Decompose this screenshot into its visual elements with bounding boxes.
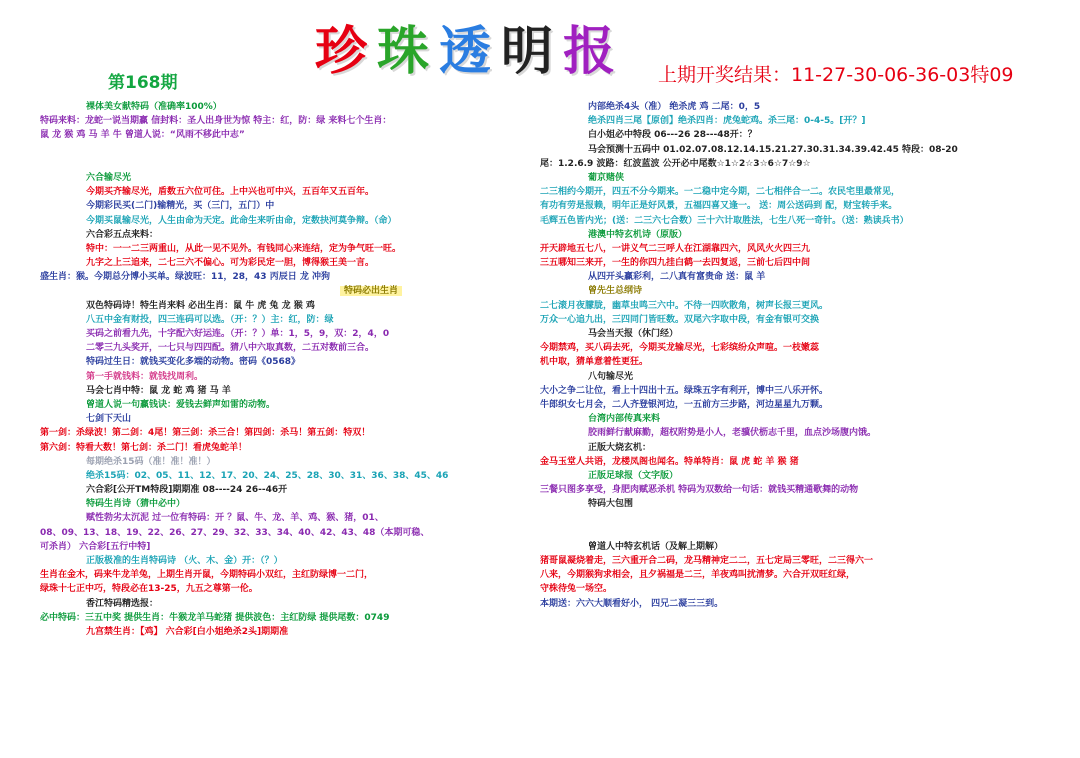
text-line [40, 384, 510, 398]
text-line [40, 597, 510, 611]
line-text: 特码生肖诗（猜中必中） [86, 499, 186, 510]
text-line [540, 284, 1070, 298]
text-line [40, 412, 510, 426]
line-text: 葡京赌侠 [588, 172, 625, 183]
text-line [40, 199, 510, 213]
text-line [40, 341, 510, 355]
line-text: 大小之争二让位，看上十四出十五。绿珠五字有利开，博中三八乐开怀。 [540, 385, 829, 396]
line-text: 九宫禁生肖：【鸡】 六合彩[白小姐绝杀2头]期期准 [86, 626, 289, 637]
text-line [540, 469, 1070, 483]
text-line [540, 214, 1070, 228]
line-text: 曾道人说一句赢钱诀：爱钱去鲜声如雷的动物。 [86, 399, 276, 410]
text-line [40, 426, 510, 440]
line-text: 特码必出生肖 [340, 286, 402, 296]
text-line [40, 313, 510, 327]
text-line [40, 568, 510, 582]
text-line [40, 511, 510, 525]
line-text: 开天辟地五七八，一讲义气二三呼人在江湖靠四六，风风火火四三九 [540, 243, 811, 254]
text-line [540, 185, 1070, 199]
line-text: 正版足球报（文字版） [588, 470, 679, 481]
line-text: 香江特码精选报： [86, 598, 159, 609]
text-line [40, 582, 510, 596]
text-line [40, 128, 510, 142]
text-line [40, 256, 510, 270]
spacer [540, 511, 1070, 525]
line-text: 马会当天报（休门经） [588, 329, 679, 339]
last-draw-result: 上期开奖结果：11-27-30-06-36-03特09 [658, 64, 1014, 86]
line-text: 守株待兔一场空。 [540, 584, 613, 595]
text-line [40, 398, 510, 412]
text-line [540, 540, 1070, 554]
text-line [540, 256, 1070, 270]
line-text: 牛郎织女七月会，二人齐登银河边，一五前方三步路，河边星星九万颗。 [540, 399, 829, 410]
line-text: 曾先生总纲诗 [588, 286, 643, 297]
text-line [540, 270, 1070, 284]
line-text: 双色特码诗！特生肖来料 必出生肖：鼠 牛 虎 兔 龙 猴 鸡 [86, 300, 315, 311]
text-line [40, 611, 510, 625]
text-line [540, 426, 1070, 440]
line-text: 正版极准的生肖特码诗 （火、木、金）开：（？） [86, 556, 283, 566]
spacer [540, 526, 1070, 540]
line-text: 六合彩五点来料： [86, 229, 159, 240]
text-line [540, 114, 1070, 128]
line-text: 马会预测十五码中 01.02.07.08.12.14.15.21.27.30.31.34.39.42.45 特段：08-20 [588, 144, 958, 155]
title-char: 报 [563, 21, 616, 82]
text-line [540, 341, 1070, 355]
text-line [40, 483, 510, 497]
line-text: 必中特码：三五中奖 提供生肖：牛猴龙羊马蛇猪 提供波色：主红防绿 提供尾数：0749 [40, 612, 390, 623]
text-line [40, 540, 510, 554]
line-text: 九字之上三追来，二七三六不偏心。可为彩民定一胆，博得猴王美一言。 [86, 258, 375, 269]
line-text: 尾：1.2.6.9 波路：红波蓝波 公开必中尾数☆1☆2☆3☆6☆7☆9☆ [540, 158, 811, 169]
text-line [540, 242, 1070, 256]
line-text: 毛辉五色皆内光；(送：二三六七合数）三十六计取胜法，七生八死一奇针。（送：熟读兵书） [540, 215, 909, 226]
title-char: 明 [501, 21, 554, 82]
line-text: 有功有劳是报赖，明年正是好风景，五福四喜又逢一。 送：周公送码到 配，财宝转手来。 [540, 201, 898, 212]
line-text: 本期送：六六大顺看好小， 四兄二凝三三到。 [540, 598, 724, 609]
line-text: 台湾内部传真来料 [588, 414, 661, 425]
line-text: 白小姐必中特段 06---26 28---48开：？ [588, 130, 757, 141]
text-line [540, 327, 1070, 341]
text-line [40, 554, 510, 568]
text-line [540, 157, 1070, 171]
text-line [540, 299, 1070, 313]
text-line [40, 370, 510, 384]
line-text: 猪哥鼠凝烧着走，三六重开合二码，龙马精神定二二，五七定局三零旺，二三得六一 [540, 556, 874, 566]
text-line [40, 228, 510, 242]
text-line [40, 526, 510, 540]
text-line [540, 370, 1070, 384]
text-line [40, 469, 510, 483]
line-text: 买码之前看九先，十字配六好运连。（开：？）单：1，5，9，双：2，4，0 [86, 329, 390, 339]
line-text: 绿珠十七正中巧，特段必在13-25，九五之尊第一伦。 [40, 584, 258, 595]
line-text: 金马玉堂人共语，龙楼凤阁也闻名。特单特肖：鼠 虎 蛇 羊 猴 猪 [540, 456, 799, 467]
line-text: 内部绝杀4头（准） 绝杀虎 鸡 二尾：0，5 [588, 102, 761, 112]
line-text: 特码大包围 [588, 499, 634, 510]
text-line [540, 384, 1070, 398]
title-char: 珠 [377, 21, 430, 82]
text-line [40, 455, 510, 469]
title-char: 透 [439, 21, 492, 82]
line-text: 绝杀15码：02、05、11、12、17、20、24、25、28、30、31、36、38、45、46 [86, 470, 449, 481]
line-text: 正版大烧玄机： [588, 442, 652, 453]
line-text: 六合输尽光 [86, 172, 132, 183]
line-text: 八五中金有财投，四三连码可以选。（开：？）主：红，防：绿 [86, 314, 334, 325]
line-text: 今期买鼠输尽光，人生由命为天定。此命生来听由命，定数抉河莫争辩。（命） [86, 215, 397, 226]
line-text: 从四开头赢彩利，二八真有富贵命 送：鼠 羊 [588, 272, 766, 283]
text-line [540, 228, 1070, 242]
line-text: 万众一心追九出，三四同门皆旺数。双尾六字取中段，有金有银可交换 [540, 314, 820, 325]
left-column [40, 100, 510, 639]
line-text: 三餐只图多享受，身肥肉赋恶杀机 特码为双数给一句话：就钱买精通歌舞的动物 [540, 485, 859, 496]
line-text: 八句输尽光 [588, 371, 634, 382]
line-text: 第六剑：特看大数！第七剑：杀二门！看虎兔蛇羊！ [40, 442, 248, 453]
text-line [40, 185, 510, 199]
text-line [40, 284, 510, 298]
text-line [540, 568, 1070, 582]
line-text: 第一手就钱料：就钱找周利。 [86, 371, 204, 382]
issue-number: 第168期 [108, 73, 178, 93]
line-text: 可杀肖） 六合彩[五行中特] [40, 541, 151, 552]
text-line [540, 483, 1070, 497]
line-text: 二七滚月夜朦胧，幽草虫鸣三六中。不待一四吹散角，树声长报三更风。 [540, 300, 829, 311]
line-text: 特码过生日：就钱买变化多端的动物。密码《0568》 [86, 357, 301, 368]
line-text: 鼠 龙 猴 鸡 马 羊 牛 曾道人说：“风雨不移此中志” [40, 130, 245, 141]
line-text: 裸体美女献特码（准确率100%） [86, 102, 222, 112]
line-text: 特码来料：龙蛇一说当期赢 信封料：圣人出身世为惊 特主：红，防：绿 来料七个生肖： [40, 116, 392, 127]
line-text: 绝杀四肖三尾【原创】绝杀四肖：虎兔蛇鸡。杀三尾：0-4-5。[开？] [588, 116, 866, 127]
line-text: 赋性勃劣太沉泥 过一位有特码：开 ？鼠、牛、龙、羊、鸡、猴、猪，01、 [86, 513, 384, 524]
line-text: 曾道人中特玄机话（及解上期解） [588, 541, 724, 552]
text-line [40, 100, 510, 114]
line-text: 八来，今期猴狗求相会，且夕祸福是二三，羊夜鸡叫扰清梦。六合开双旺红绿， [540, 570, 856, 581]
newspaper-title [315, 22, 625, 82]
text-line [540, 455, 1070, 469]
text-line [540, 199, 1070, 213]
text-line [540, 441, 1070, 455]
line-text: 三五哪知三来开，一生的你四九挂白鹤一去四复返，三前七后四中间 [540, 258, 811, 269]
text-line [540, 355, 1070, 369]
text-line [540, 100, 1070, 114]
text-line [40, 625, 510, 639]
line-text: 今期买齐输尽光，盾数五六位可住。上中兴也可中兴，五百年又五百年。 [86, 187, 375, 198]
text-line [40, 270, 510, 284]
line-text: 港澳中特玄机诗（原版） [588, 229, 688, 240]
line-text: 马会七肖中特：鼠 龙 蛇 鸡 猪 马 羊 [86, 385, 231, 396]
line-text: 七剑下天山 [86, 414, 132, 425]
text-line [540, 582, 1070, 596]
line-text: 生肖在金木，码来牛龙羊兔，上期生肖开鼠，今期特码小双红，主红防绿博一二门， [40, 570, 374, 581]
line-text: 二三相约今期开，四五不分今期来。一二稳中定今期，二七相伴合一二。农民宅里最常见， [540, 187, 901, 198]
line-text: 每期绝杀15码（准！准！准！） [86, 456, 216, 467]
text-line [40, 242, 510, 256]
text-line [40, 327, 510, 341]
text-line [40, 114, 510, 128]
text-line [540, 128, 1070, 142]
text-line [40, 441, 510, 455]
text-line [40, 214, 510, 228]
line-text: 六合彩[公开TM特段]期期准 08----24 26--46开 [86, 485, 288, 496]
text-line [40, 299, 510, 313]
line-text: 今期禁鸡，买八码去死，今期买龙输尽光，七彩缤纷众声喧。一枝嫩蕊 [540, 343, 820, 354]
text-line [540, 398, 1070, 412]
line-text: 第一剑：杀绿波！第二剑：4尾！第三剑：杀三合！第四剑：杀马！第五剑：特双！ [40, 428, 371, 439]
text-line [40, 497, 510, 511]
text-line [540, 143, 1070, 157]
line-text: 二零三九头奖开，一七只与四四配。猜八中六取真数，二五对数前三合。 [86, 343, 375, 354]
title-char: 珍 [315, 21, 368, 82]
text-line [540, 597, 1070, 611]
text-line [540, 497, 1070, 511]
spacer [40, 143, 510, 157]
spacer [40, 157, 510, 171]
right-column [540, 100, 1070, 611]
text-line [540, 313, 1070, 327]
line-text: 特中：一一二三两重山，从此一见不见外。有钱同心来连结，定为争气旺一旺。 [86, 243, 402, 254]
text-line [40, 355, 510, 369]
text-line [40, 171, 510, 185]
text-line [540, 171, 1070, 185]
text-line [540, 412, 1070, 426]
line-text: 机中取，猜单意着性更狂。 [540, 357, 649, 368]
line-text: 08、09、13、18、19、22、26、27、29、32、33、34、40、42、43、48（本期可稳、 [40, 527, 430, 538]
line-text: 盛生肖：猴。今期总分博小买单。绿波旺：11，28，43 丙辰日 龙 冲狗 [40, 272, 330, 283]
line-text: 胶雨鲜行献麻勤，超权附势是小人，老骥伏枥志千里，血点沙场腹内饿。 [588, 428, 877, 439]
line-text: 今期彩民买(二门)输精光，买（三门，五门）中 [86, 201, 275, 212]
text-line [540, 554, 1070, 568]
